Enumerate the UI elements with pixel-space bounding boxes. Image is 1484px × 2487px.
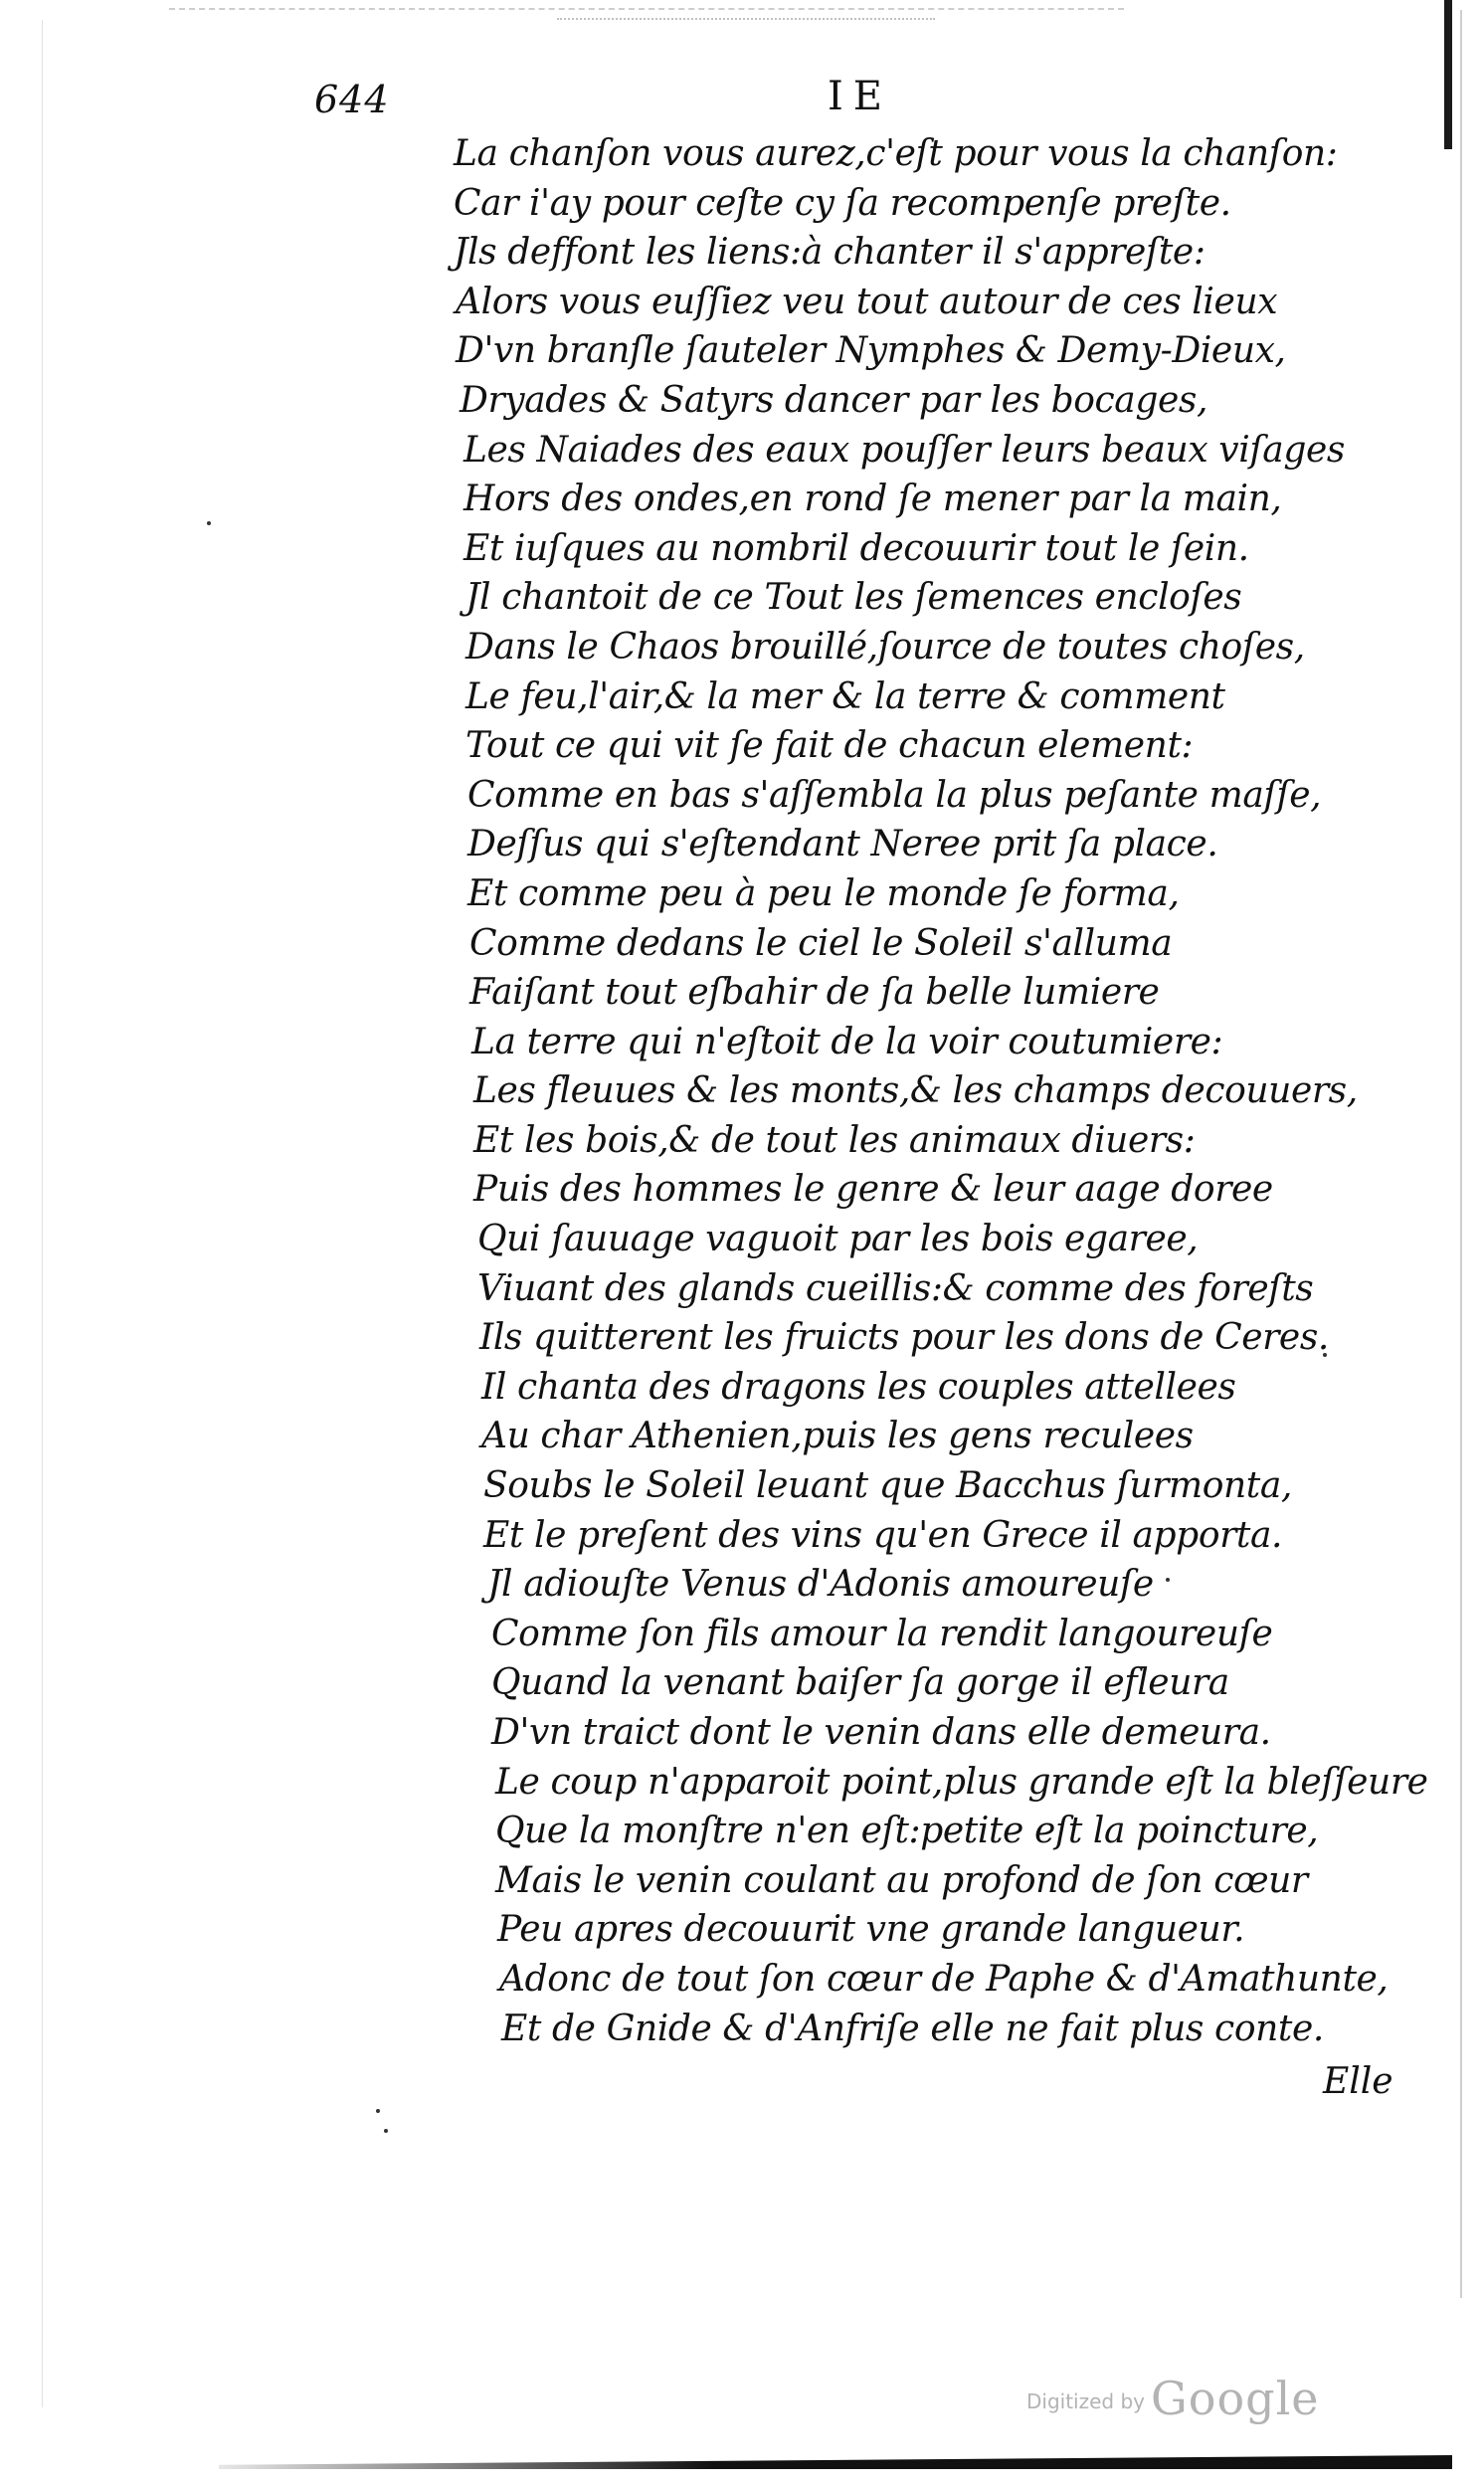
ink-speck: [207, 521, 211, 525]
verse-line: Puis des hommes le genre & leur aage doree: [473, 1169, 1273, 1211]
verse-line: La chanſon vous aurez,c'eſt pour vous la chanſon:: [454, 133, 1338, 174]
verse-line: Et les bois,& de tout les animaux diuers:: [473, 1119, 1196, 1161]
verse-line: Il chanta des dragons les couples attellees: [481, 1366, 1236, 1408]
verse-line: Comme dedans le ciel le Soleil s'alluma: [469, 922, 1173, 964]
verse-line: Jl adiouſte Venus d'Adonis amoureuſe: [487, 1564, 1154, 1606]
verse-line: Jls deffont les liens:à chanter il s'appreſte:: [454, 232, 1206, 274]
verse-line: Adonc de tout ſon cœur de Paphe & d'Amathunte,: [499, 1958, 1389, 2000]
verse-line: Quand la venant baiſer ſa gorge il efleura: [491, 1662, 1229, 1704]
running-head: IE: [828, 74, 892, 119]
google-logo: Google: [1151, 2372, 1320, 2425]
verse-line: Que la monſtre n'en eſt:petite eſt la poincture,: [495, 1811, 1319, 1852]
scan-top-noise: [557, 18, 935, 22]
verse-line: Comme ſon fils amour la rendit langoureuſe: [491, 1613, 1273, 1654]
verse-line: Peu apres decouurit vne grande langueur.: [497, 1909, 1245, 1951]
verse-line: Mais le venin coulant au profond de ſon cœur: [495, 1859, 1308, 1901]
verse-line: Dryades & Satyrs dancer par les bocages,: [460, 379, 1208, 421]
verse-line: Et iuſques au nombril decouurir tout le ſein.: [464, 527, 1249, 569]
scan-right-edge: [1444, 0, 1452, 149]
verse-line: Le feu,l'air,& la mer & la terre & comment: [465, 675, 1225, 717]
verse-line: Les Naiades des eaux pouſſer leurs beaux viſages: [464, 429, 1345, 471]
digitized-by-google-watermark: [1026, 2372, 1320, 2425]
ink-speck: [384, 2129, 388, 2133]
scan-left-rule: [42, 20, 43, 2407]
page-number: 644: [314, 78, 390, 121]
verse-line: Et le preſent des vins qu'en Grece il apporta.: [483, 1514, 1283, 1556]
verse-line: D'vn traict dont le venin dans elle demeura.: [491, 1712, 1271, 1753]
ink-speck: [376, 2109, 380, 2113]
verse-line: Alors vous euſſiez veu tout autour de ces lieux: [456, 281, 1278, 322]
verse-line: Car i'ay pour ceſte cy ſa recompenſe preſte.: [454, 182, 1231, 224]
verse-line: Comme en bas s'aſſembla la plus peſante maſſe,: [467, 774, 1322, 816]
verse-line: Faiſant tout eſbahir de ſa belle lumiere: [469, 972, 1160, 1014]
verse-line: Soubs le Soleil leuant que Bacchus ſurmonta,: [483, 1465, 1292, 1507]
verse-line: Jl chantoit de ce Tout les ſemences encloſes: [465, 577, 1242, 619]
verse-line: Ils quitterent les fruicts pour les dons de Ceres.: [479, 1317, 1329, 1359]
verse-line: Tout ce qui vit ſe fait de chacun element:: [465, 725, 1194, 767]
verse-text: [454, 129, 1428, 2053]
watermark-prefix: Digitized by: [1026, 2390, 1145, 2413]
verse-line: Le coup n'apparoit point,plus grande eſt la bleſſeure: [495, 1761, 1428, 1803]
verse-line: Hors des ondes,en rond ſe mener par la main,: [464, 478, 1282, 520]
verse-line: Dans le Chaos brouillé,ſource de toutes choſes,: [465, 626, 1305, 668]
verse-line: D'vn branſle ſauteler Nymphes & Demy-Dieux,: [456, 330, 1286, 372]
scan-top-noise: [169, 8, 1124, 13]
verse-line: Au char Athenien,puis les gens reculees: [481, 1416, 1194, 1457]
verse-line: Qui ſauuage vaguoit par les bois egaree,: [477, 1219, 1199, 1260]
verse-line: Et de Gnide & d'Anfriſe elle ne fait plus conte.: [501, 2008, 1324, 2049]
scan-bottom-edge: [219, 2455, 1452, 2469]
verse-line: Les fleuues & les monts,& les champs decouuers,: [473, 1070, 1358, 1112]
verse-line: Et comme peu à peu le monde ſe forma,: [467, 872, 1180, 914]
verse-line: Viuant des glands cueillis:& comme des foreſts: [477, 1267, 1314, 1309]
scan-right-edge-line: [1460, 10, 1462, 2298]
verse-line: La terre qui n'eſtoit de la voir coutumiere:: [471, 1021, 1223, 1062]
verse-line: Deſſus qui s'eſtendant Neree prit ſa place.: [467, 824, 1218, 865]
catchword: Elle: [1323, 2061, 1393, 2102]
